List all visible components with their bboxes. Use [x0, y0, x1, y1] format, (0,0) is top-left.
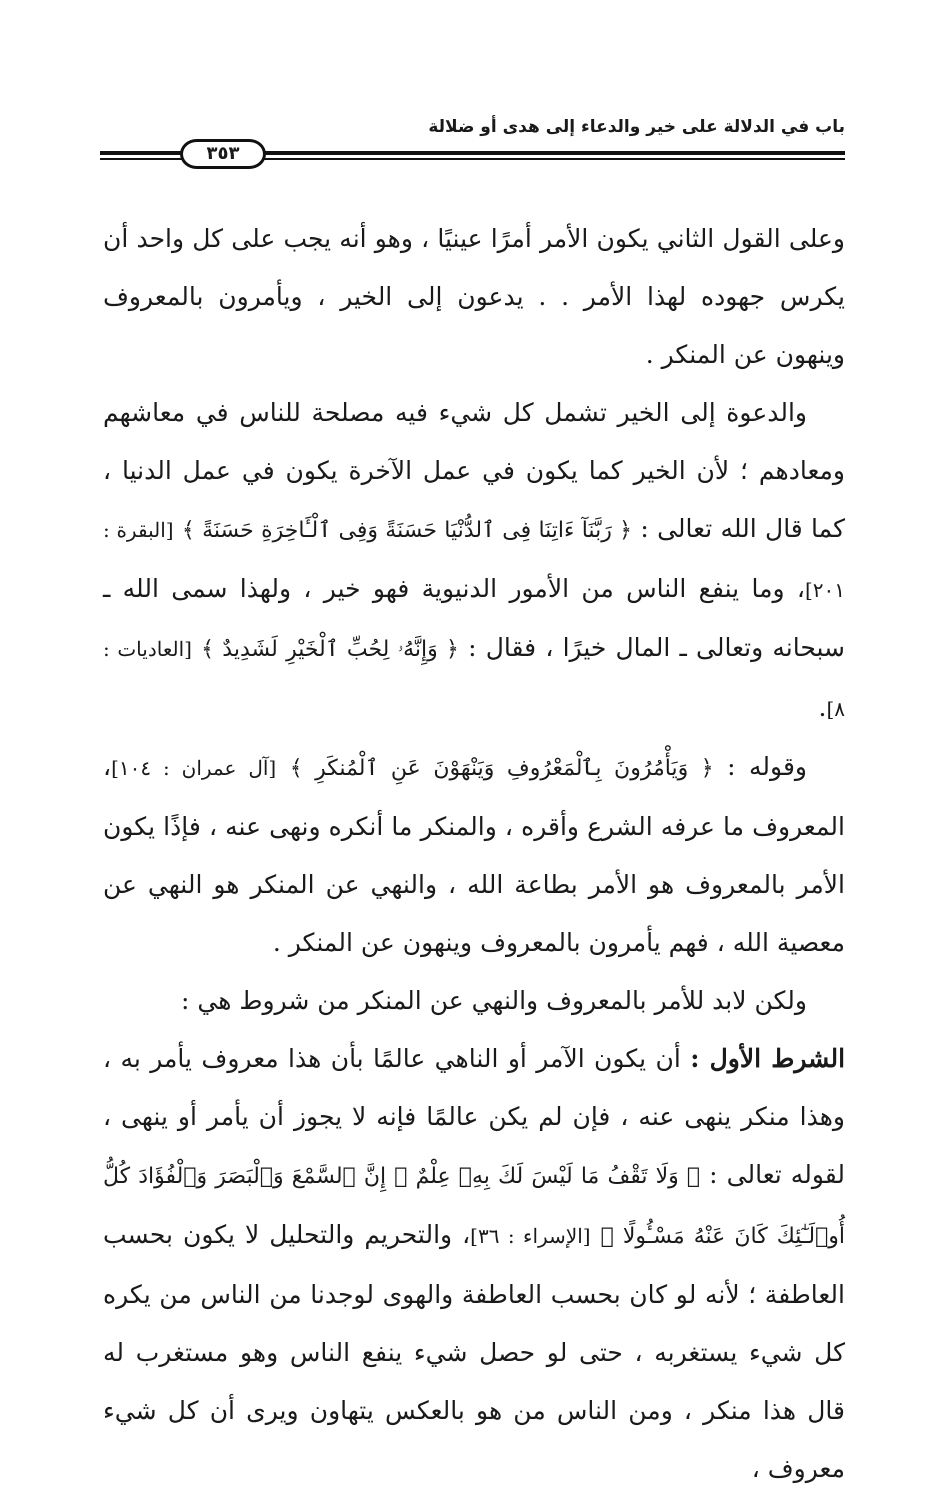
- paragraph-1: [103, 210, 845, 384]
- page-header: [100, 112, 845, 174]
- paragraph-3: [103, 738, 845, 972]
- condition-label: الشرط الأول :: [690, 1044, 846, 1073]
- paragraph-5: [103, 1030, 845, 1498]
- verse-reference-al-imran: [آل عمران : ١٠٤]: [111, 756, 277, 780]
- paragraph-2-text-a: والدعوة إلى الخير تشمل كل شيء فيه مصلحة للناس في معاشهم ومعادهم ؛ لأن الخير كما يكون في عمل الآخرة يكون في عمل الدنيا ، كما قال الله تعالى :: [103, 398, 846, 543]
- page-number: ٣٥٣: [180, 139, 266, 169]
- paragraph-3-text-a: وقوله :: [727, 752, 807, 781]
- page-body: [103, 210, 845, 1498]
- paragraph-2-text-b: ، وما ينفع الناس من الأمور الدنيوية فهو خير ، ولهذا سمى الله ـ سبحانه وتعالى ـ المال خيرًا ، فقال :: [103, 574, 845, 662]
- quran-verse-al-imran: ﴿ وَيَأْمُرُونَ بِٱلْمَعْرُوفِ وَيَنْهَوْنَ عَنِ ٱلْمُنكَرِ ﴾: [289, 756, 714, 781]
- quran-verse-isra: ﴿ وَلَا تَقْفُ مَا لَيْسَ لَكَ بِهِۦ عِلْمٌ ۚ إِنَّ ٱلسَّمْعَ وَٱلْبَصَرَ وَٱلْفُؤَادَ كُلُّ أُو۟لَـٰٓئِكَ كَانَ عَنْهُ مَسْـُٔولًا ﴾: [103, 1164, 846, 1249]
- paragraph-5-text-b: ، والتحريم والتحليل لا يكون بحسب العاطفة ؛ لأنه لو كان بحسب العاطفة والهوى لوجدنا من الناس من يكره كل شيء يستغربه ، حتى لو حصل شيء ينفع الناس وهو مستغرب له قال هذا منكر ، ومن الناس من هو بالعكس يتهاون ويرى أن كل شيء معروف ،: [103, 1220, 845, 1483]
- paragraph-4-text: ولكن لابد للأمر بالمعروف والنهي عن المنكر من شروط هي :: [181, 986, 807, 1015]
- verse-reference-adiyat: [العاديات : ٨]: [103, 637, 845, 721]
- paragraph-5-text-a: أن يكون الآمر أو الناهي عالمًا بأن هذا معروف يأمر به ، وهذا منكر ينهى عنه ، فإن لم يكن عالمًا فإنه لا يجوز أن يأمر أو ينهى ، لقوله تعالى :: [103, 1044, 846, 1189]
- paragraph-4: [103, 972, 845, 1030]
- running-title: باب في الدلالة على خير والدعاء إلى هدى أو ضلالة: [428, 117, 845, 137]
- paragraph-2: [103, 384, 845, 738]
- verse-reference-isra: [الإسراء : ٣٦]: [470, 1224, 591, 1248]
- quran-verse-adiyat: ﴿ وَإِنَّهُۥ لِحُبِّ ٱلْخَيْرِ لَشَدِيدٌ ﴾: [201, 637, 459, 662]
- paragraph-3-text-b: ، المعروف ما عرفه الشرع وأقره ، والمنكر ما أنكره ونهى عنه ، فإذًا يكون الأمر بالمعروف هو الأمر بطاعة الله ، والنهي عن المنكر هو النهي عن معصية الله ، فهم يأمرون بالمعروف وينهون عن المنكر .: [103, 752, 845, 957]
- quran-verse-baqarah: ﴿ رَبَّنَآ ءَاتِنَا فِى ٱلدُّنْيَا حَسَنَةً وَفِى ٱلْـَٔاخِرَةِ حَسَنَةً ﴾: [181, 518, 633, 543]
- paragraph-2-end: .: [818, 693, 827, 722]
- verse-reference-baqarah: [البقرة : ٢٠١]: [103, 518, 845, 602]
- paragraph-1-text: وعلى القول الثاني يكون الأمر أمرًا عينيًا ، وهو أنه يجب على كل واحد أن يكرس جهوده لهذا الأمر . . يدعون إلى الخير ، ويأمرون بالمعروف وينهون عن المنكر .: [103, 224, 845, 369]
